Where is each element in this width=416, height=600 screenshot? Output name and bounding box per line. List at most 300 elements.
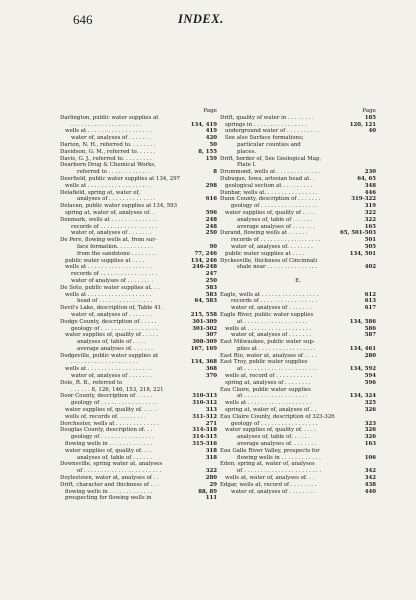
entry-pages: 120, 121 <box>349 121 376 128</box>
entry-text: water of, analyses of . . . . . . . <box>231 305 312 312</box>
entry-pages: 167, 169 <box>190 345 217 352</box>
entry-pages: 596 <box>205 209 217 216</box>
entry-text: Plate I. <box>237 162 257 169</box>
entry-text: water of, analyses of. . . . . . . . <box>231 243 313 250</box>
index-entry <box>60 237 217 244</box>
entry-pages: 419 <box>205 128 217 135</box>
entry-pages: 342 <box>364 468 376 475</box>
entry-text: public water supplies at . . . . <box>225 250 305 257</box>
entry-pages: 319-322 <box>351 196 376 203</box>
index-entry <box>220 332 376 339</box>
index-entry <box>220 203 376 210</box>
entry-text: water supplies of, quality of . . . . <box>225 209 315 216</box>
entry-pages: 134, 461 <box>349 345 376 352</box>
index-entry <box>60 427 217 434</box>
entry-text: records of . . . . . . . . . . . . . . . . . <box>231 298 318 305</box>
index-entry <box>60 156 217 163</box>
entry-pages: 134, 246 <box>190 257 217 264</box>
entry-pages: 368 <box>205 366 217 373</box>
index-entry <box>60 251 217 258</box>
entry-pages: 326 <box>364 434 376 441</box>
entry-text: Drift, character and thickness of . . . <box>60 481 160 488</box>
index-entry <box>60 387 217 394</box>
entry-text: Dodgeville, public water supplies at <box>60 352 159 359</box>
entry-text: Dorchester, wells at . . . . . . . . . . . . . <box>60 420 160 427</box>
index-entry <box>220 468 376 475</box>
entry-pages: 326 <box>364 407 376 414</box>
entry-pages: 311-312 <box>192 413 217 420</box>
index-entry <box>60 461 217 468</box>
index-entry <box>60 142 217 149</box>
entry-pages: 280 <box>364 352 376 359</box>
index-entry <box>60 305 217 312</box>
entry-text: Downsville, spring water at, analyses <box>60 461 163 468</box>
entry-text: Door County, description of . . . . . <box>60 393 153 400</box>
entry-pages: 314-315 <box>192 434 217 441</box>
entry-text: wells at . . . . . . . . . . . . . . . . . . . <box>65 366 152 373</box>
index-entry <box>220 326 376 333</box>
entry-pages: 308-309 <box>192 339 217 346</box>
index-entry <box>60 122 217 129</box>
entry-text: water of analyses of . . . . . . . . <box>71 277 154 284</box>
index-entry <box>220 230 376 237</box>
entry-text: records of . . . . . . . . . . . . . . . . . <box>71 223 158 230</box>
entry-text: Davis, G. J., referred to. . . . . . . . . <box>60 155 152 162</box>
entry-text: water supplies of, quality of. . . . <box>65 447 153 454</box>
index-entry <box>60 312 217 319</box>
entry-text: shale near . . . . . . . . . . . . . . . <box>237 264 317 271</box>
index-entry <box>220 298 376 305</box>
entry-text: water of, analyses of . . . . . . . <box>71 230 152 237</box>
entry-pages: 326 <box>364 427 376 434</box>
index-entry <box>60 210 217 217</box>
entry-pages: 40 <box>368 128 376 135</box>
index-entry <box>60 190 217 197</box>
index-entry <box>220 312 376 319</box>
index-entry <box>60 455 217 462</box>
entry-text: . . . . . . 8, 126, 146, 153, 218, 221 <box>71 386 164 393</box>
entry-pages: 246-248 <box>192 264 217 271</box>
index-entry <box>220 489 376 496</box>
entry-pages: 596 <box>364 379 376 386</box>
index-entry <box>60 278 217 285</box>
entry-text: Devil's Lake, description of, Table 41. <box>60 305 163 312</box>
index-entry <box>220 400 376 407</box>
index-entry <box>220 237 376 244</box>
entry-text: wells at . . . . . . . . . . . . . . . . . . . <box>65 291 152 298</box>
entry-text: analyses of, table of . . . . . . <box>237 216 312 223</box>
index-entry <box>220 196 376 203</box>
entry-text: geology of . . . . . . . . . . . . . . . . . <box>231 420 318 427</box>
index-entry <box>220 305 376 312</box>
index-entry <box>220 135 376 142</box>
index-entry <box>60 196 217 203</box>
index-entry <box>220 353 376 360</box>
entry-pages: 64, 65 <box>357 175 376 182</box>
entry-pages: 250 <box>205 230 217 237</box>
entry-text: springs in . . . . . . . . . . . . . . . . <box>225 121 307 128</box>
entry-pages: 298 <box>205 182 217 189</box>
index-entry <box>60 149 217 156</box>
entry-text: East Rio, water at, analyses of . . . . <box>220 352 317 359</box>
entry-text: wells at . . . . . . . . . . . . . . . . . . . <box>65 264 152 271</box>
entry-pages: 616 <box>205 196 217 203</box>
entry-pages: 165 <box>364 223 376 230</box>
entry-pages: 111 <box>205 495 217 502</box>
index-entry <box>60 319 217 326</box>
entry-text: wells at . . . . . . . . . . . . . . . . . . . <box>65 182 152 189</box>
index-entry <box>60 373 217 380</box>
index-entry <box>60 203 217 210</box>
entry-text: Dodge County, description of . . . . . <box>60 318 157 325</box>
entry-pages: 230 <box>364 169 376 176</box>
index-entry <box>220 366 376 373</box>
entry-text: plies at . . . . . . . . . . . . . . . . . <box>237 345 316 352</box>
entry-pages: 271 <box>205 420 217 427</box>
index-entry <box>220 251 376 258</box>
entry-text: . . . . . . . . . . . . . . . . . . . . . <box>71 121 142 128</box>
entry-pages: 325 <box>364 400 376 407</box>
entry-text: East Milwaukee, public water sup- <box>220 339 315 346</box>
entry-text: wells of, records of. . . . . . . . . <box>65 413 146 420</box>
entry-text: geological section at . . . . . . . . . <box>225 182 313 189</box>
entry-pages: 301-302 <box>192 325 217 332</box>
entry-pages: 134, 419 <box>190 121 217 128</box>
entry-pages: 248 <box>205 216 217 223</box>
entry-pages: 307 <box>205 332 217 339</box>
entry-text: Durand, flowing wells at . . . . . . <box>220 230 308 237</box>
index-entry <box>220 359 376 366</box>
entry-text: De Pere, flowing wells at, from sur- <box>60 237 157 244</box>
entry-pages: 64, 583 <box>194 298 217 305</box>
entry-pages: 185 <box>364 114 376 121</box>
index-entry <box>220 373 376 380</box>
section-letter: E. <box>295 277 301 284</box>
index-entry <box>220 319 376 326</box>
entry-text: analyses of, table of. . . . . . <box>237 434 310 441</box>
entry-text: underground water of . . . . . . . . . . <box>225 128 320 135</box>
entry-text: Doylestown, water at, analyses of . . <box>60 475 159 482</box>
entry-text: flowing wells in . . . . . . . . . . . . . <box>65 488 153 495</box>
index-entry <box>220 414 376 421</box>
index-entry <box>220 393 376 400</box>
index-entry <box>60 115 217 122</box>
entry-pages: 134, 368 <box>190 359 217 366</box>
entry-text: places. <box>237 148 257 155</box>
entry-text: See also Surface formations; <box>225 135 304 142</box>
entry-pages: 310-313 <box>192 393 217 400</box>
index-entry <box>220 434 376 441</box>
entry-pages: 106 <box>364 454 376 461</box>
index-entry <box>60 441 217 448</box>
entry-text: Dunbar, wells at. . . . . . . . . . . . . . . . <box>220 189 318 196</box>
index-entry <box>220 455 376 462</box>
index-entry <box>60 495 217 502</box>
entry-text: records of . . . . . . . . . . . . . . . . . <box>71 271 158 278</box>
entry-text: Dunn County, description of . . . . . . . <box>220 196 321 203</box>
index-entry <box>60 183 217 190</box>
entry-text: water supplies of, quality of. . . . . <box>65 407 157 414</box>
entry-pages: 370 <box>205 373 217 380</box>
entry-pages: 402 <box>364 264 376 271</box>
index-entry <box>60 244 217 251</box>
entry-text: Eagle River, public water supplies <box>220 311 314 318</box>
entry-text: wells at . . . . . . . . . . . . . . . . . . . <box>225 400 312 407</box>
index-entry <box>220 292 376 299</box>
index-entry <box>60 264 217 271</box>
entry-pages: 318 <box>205 447 217 454</box>
entry-pages: 342 <box>364 475 376 482</box>
entry-pages: 134, 586 <box>349 318 376 325</box>
index-entry <box>220 162 376 169</box>
entry-text: Eau Claire County, description of 323-326 <box>220 413 335 420</box>
entry-text: water of, analyses of . . . . . . . <box>231 332 312 339</box>
entry-pages: 322 <box>364 209 376 216</box>
index-entry <box>60 258 217 265</box>
entry-text: water supplies of, quality of. . . . . <box>225 427 317 434</box>
index-entry <box>60 434 217 441</box>
entry-text: De Soto, public water supplies at. . . <box>60 284 160 291</box>
entry-pages: 90 <box>209 243 217 250</box>
index-entry <box>60 393 217 400</box>
entry-pages: 134, 592 <box>349 366 376 373</box>
entry-text: Eau Galle River Valley, prospects for <box>220 447 320 454</box>
entry-text: . . . . . . . . . . . . . . . . . . . . <box>71 359 138 366</box>
index-entry <box>60 353 217 360</box>
entry-text: flowing wells in . . . . . . . . . . . . <box>237 454 321 461</box>
entry-text: water of, analyses of . . . . . . . <box>71 311 152 318</box>
index-entry <box>60 448 217 455</box>
index-entry <box>220 149 376 156</box>
index-entry <box>220 421 376 428</box>
index-entry <box>220 183 376 190</box>
entry-pages: 583 <box>205 284 217 291</box>
entry-text: wells at, record of . . . . . . . . . . . <box>225 373 313 380</box>
entry-text: at . . . . . . . . . . . . . . . . . . . <box>237 318 308 325</box>
entry-pages: 438 <box>364 481 376 488</box>
index-entry <box>220 475 376 482</box>
index-entry <box>220 441 376 448</box>
entry-text: geology of . . . . . . . . . . . . . . . . <box>71 434 155 441</box>
index-entry <box>220 115 376 122</box>
entry-text: East Troy, public water supplies <box>220 359 308 366</box>
left-column-heading: Page <box>203 108 217 114</box>
entry-pages: 301-309 <box>192 318 217 325</box>
entry-text: spring at, analyses of . . . . . . . . <box>225 379 311 386</box>
entry-text: particular counties and <box>237 141 301 148</box>
entry-pages: 29 <box>209 481 217 488</box>
index-entry <box>60 359 217 366</box>
index-entry <box>60 339 217 346</box>
right-index-column <box>220 108 376 495</box>
entry-pages: 440 <box>364 488 376 495</box>
entry-text: Deerfield, public water supplies at 134, 297 <box>60 175 181 182</box>
entry-pages: 77, 246 <box>194 250 217 257</box>
index-entry <box>220 339 376 346</box>
entry-pages: 319 <box>364 203 376 210</box>
entry-text: Darlington, public water supplies at <box>60 114 159 121</box>
entry-text: Dole, R. B., referred to <box>60 379 123 386</box>
entry-text: water supplies of, quality of . . . . . <box>65 332 159 339</box>
spacer <box>220 285 376 292</box>
entry-pages: 247 <box>205 271 217 278</box>
entry-text: flowing wells in . . . . . . . . . . . . . <box>65 441 153 448</box>
entry-pages: 248 <box>205 223 217 230</box>
index-entry <box>220 380 376 387</box>
entry-text: Douglas County, description of. . . <box>60 427 153 434</box>
entry-text: average analyses of. . . . . . . . <box>237 441 317 448</box>
page-title: INDEX. <box>178 12 224 26</box>
entry-text: water of, analyses of . . . . . . . <box>71 135 152 142</box>
entry-text: analyses of . . . . . . . . . . . . . . <box>77 196 156 203</box>
entry-text: Delavan, public water supplies at 134, 593 <box>60 203 177 210</box>
index-entry <box>60 298 217 305</box>
entry-text: Edgar, wells at, record of . . . . . . . . <box>220 481 317 488</box>
entry-text: analyses of, table of . . . . <box>77 339 145 346</box>
entry-pages: 250 <box>205 277 217 284</box>
entry-text: Drummond, wells at . . . . . . . . . . . . . <box>220 169 320 176</box>
index-entry <box>220 217 376 224</box>
entry-text: Eau Claire, public water supplies <box>220 386 311 393</box>
entry-text: records of . . . . . . . . . . . . . . . . . . <box>231 237 321 244</box>
entry-text: referred to . . . . . . . . . . . . . <box>77 169 152 176</box>
entry-text: water of, analyses of . . . . . . . <box>71 373 152 380</box>
entry-text: public water supplies at . . . . <box>65 257 145 264</box>
index-entry <box>220 122 376 129</box>
index-entry <box>60 366 217 373</box>
entry-text: at . . . . . . . . . . . . . . . . . . . . . . <box>237 366 318 373</box>
index-entry <box>60 400 217 407</box>
entry-pages: 446 <box>364 189 376 196</box>
index-entry <box>220 482 376 489</box>
entry-pages: 322 <box>205 468 217 475</box>
index-entry <box>60 380 217 387</box>
index-entry <box>60 224 217 231</box>
entry-text: Dubuque, Iowa, artesian head at. . <box>220 175 315 182</box>
entry-text: water of, analyses of . . . . . . . . <box>231 488 315 495</box>
index-entry <box>60 468 217 475</box>
entry-text: average analyses of. . . . . . . <box>77 345 154 352</box>
index-entry <box>60 346 217 353</box>
left-index-column <box>60 108 217 502</box>
entry-pages: 88, 89 <box>198 488 217 495</box>
entry-pages: 323 <box>364 420 376 427</box>
entry-pages: 163 <box>364 441 376 448</box>
entry-pages: 594 <box>364 373 376 380</box>
entry-text: Eagle, wells at . . . . . . . . . . . . . . . . . <box>220 291 319 298</box>
index-entry <box>60 128 217 135</box>
entry-pages: 583 <box>205 291 217 298</box>
index-entry <box>220 346 376 353</box>
entry-text: Eden, spring at, water of, analyses <box>220 461 315 468</box>
index-entry <box>60 169 217 176</box>
index-entry <box>60 271 217 278</box>
entry-text: spring at, water of, analyses of. . <box>65 209 155 216</box>
entry-pages: 613 <box>364 298 376 305</box>
entry-text: of . . . . . . . . . . . . . . . . . . . . . . . <box>77 468 162 475</box>
entry-pages: 420 <box>205 135 217 142</box>
index-entry <box>220 387 376 394</box>
index-entry <box>60 475 217 482</box>
entry-pages: 215, 558 <box>190 311 217 318</box>
entry-pages: 617 <box>364 305 376 312</box>
entry-pages: 586 <box>364 325 376 332</box>
entry-text: from the sandstone . . . . . . . . <box>77 250 158 257</box>
entry-text: face formation. . . . . . . . . . . <box>77 243 153 250</box>
entry-text: average analyses of . . . . . . . <box>237 223 315 230</box>
index-entry <box>220 461 376 468</box>
index-entry <box>60 407 217 414</box>
index-entry <box>60 326 217 333</box>
entry-pages: 159 <box>205 155 217 162</box>
index-entry <box>220 156 376 163</box>
entry-text: Drift, quality of water in . . . . . . . . <box>220 114 314 121</box>
entry-pages: 318 <box>205 454 217 461</box>
entry-text: wells at . . . . . . . . . . . . . . . . . . . <box>65 128 152 135</box>
entry-text: Drift, border of, See Geological Map, <box>220 155 322 162</box>
entry-pages: 50 <box>209 141 217 148</box>
entry-pages: 348 <box>364 182 376 189</box>
page-number: 646 <box>73 12 93 27</box>
entry-pages: 134, 501 <box>349 250 376 257</box>
right-index-entries <box>220 115 376 496</box>
entry-text: wells at . . . . . . . . . . . . . . . . . . . <box>225 325 312 332</box>
index-entry <box>60 421 217 428</box>
index-entry <box>60 332 217 339</box>
index-entry <box>220 448 376 455</box>
entry-pages: 587 <box>364 332 376 339</box>
entry-pages: 313 <box>205 407 217 414</box>
entry-text: geology of . . . . . . . . . . . . . . . . . <box>231 203 318 210</box>
entry-pages: 8, 155 <box>198 148 217 155</box>
entry-text: analyses of, table of . . . . . . <box>77 454 152 461</box>
index-entry <box>60 414 217 421</box>
index-entry <box>220 128 376 135</box>
index-entry <box>220 427 376 434</box>
index-entry <box>60 285 217 292</box>
entry-pages: 280 <box>205 475 217 482</box>
entry-pages: 501 <box>364 237 376 244</box>
entry-text: prospecting for flowing wells in <box>65 495 152 502</box>
entry-text: Dyckesville, thickness of Cincinnati <box>220 257 318 264</box>
entry-pages: 65, 501-503 <box>340 230 376 237</box>
index-entry <box>220 169 376 176</box>
right-column-heading: Page <box>362 108 376 114</box>
left-index-entries <box>60 115 217 502</box>
entry-pages: 134, 324 <box>349 393 376 400</box>
index-entry <box>220 176 376 183</box>
index-entry <box>220 190 376 197</box>
spacer <box>220 271 376 278</box>
index-entry <box>60 162 217 169</box>
entry-pages: 314-318 <box>192 427 217 434</box>
index-entry <box>220 244 376 251</box>
index-entry <box>60 482 217 489</box>
entry-text: head of . . . . . . . . . . . . . . . . <box>77 298 153 305</box>
entry-text: Dearborn Drug & Chemical Works, <box>60 162 156 169</box>
index-entry <box>220 258 376 265</box>
entry-text: geology of . . . . . . . . . . . . . . . . . <box>71 400 158 407</box>
index-entry <box>60 230 217 237</box>
entry-pages: 8 <box>213 169 217 176</box>
index-entry <box>60 292 217 299</box>
entry-pages: 315-316 <box>192 441 217 448</box>
index-entry <box>60 176 217 183</box>
entry-pages: 505 <box>364 243 376 250</box>
index-entry <box>220 142 376 149</box>
entry-pages: 310-312 <box>192 400 217 407</box>
entry-text: Denmark, wells at . . . . . . . . . . . . . . <box>60 216 158 223</box>
